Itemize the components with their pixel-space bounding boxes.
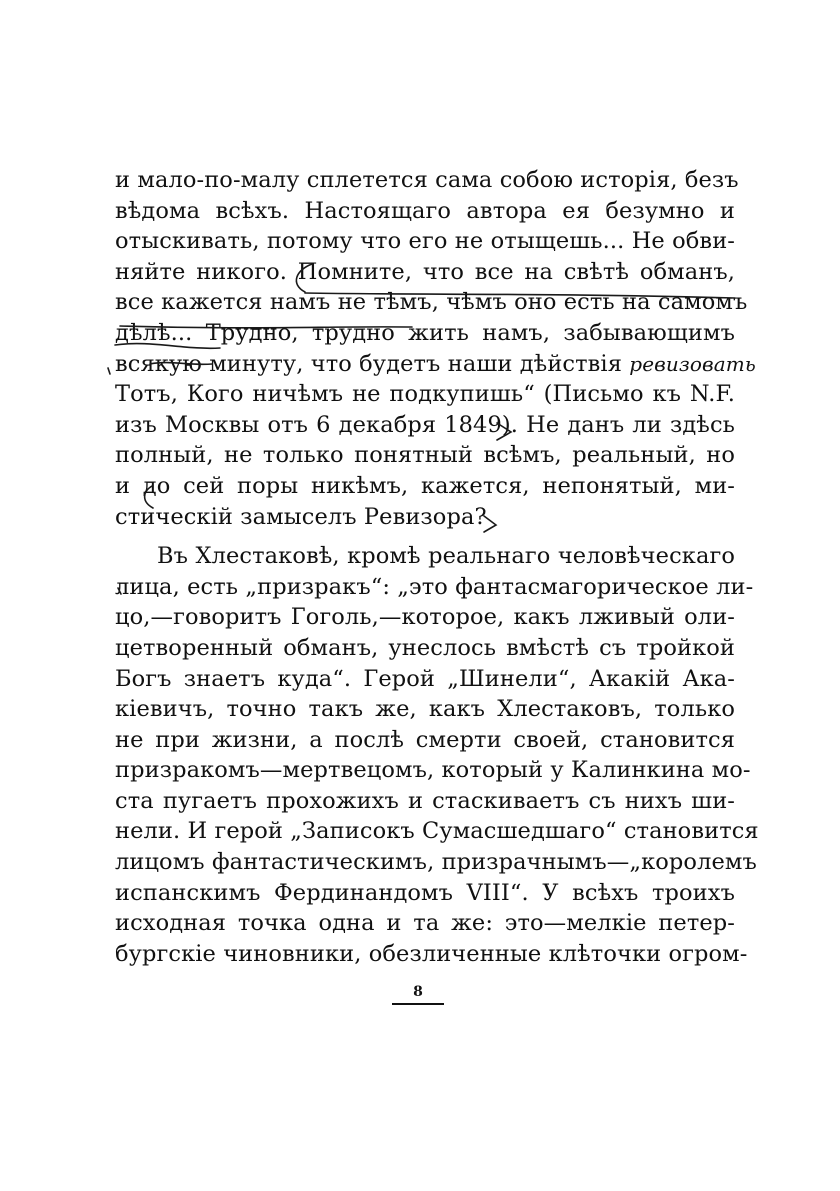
text-line: призракомъ—мертвецомъ, который у Калинкина мо-	[115, 757, 751, 784]
text-line: цо,—говоритъ Гоголь,—которое, какъ лживый оли-	[115, 604, 735, 631]
text-line: изъ Москвы отъ 6 декабря 1849). Не данъ ли здѣсь	[115, 411, 735, 438]
text-line: все кажется намъ не тѣмъ, чѣмъ оно есть на самомъ	[115, 289, 748, 316]
text-line: ста пугаетъ прохожихъ и стаскиваетъ съ нихъ ши-	[115, 787, 735, 814]
text-line: вѣдома всѣхъ. Настоящаго автора ея безумно и	[115, 197, 735, 224]
tick-mark	[108, 368, 110, 374]
text-line: Тотъ, Кого ничѣмъ не подкупишь“ (Письмо къ N.F.	[115, 381, 735, 408]
text-line: отыскивать, потому что его не отыщешь... Не обви-	[115, 228, 735, 255]
text-line: бургскіе чиновники, обезличенные клѣточки огром-	[115, 940, 748, 967]
text-line: кіевичъ, точно такъ же, какъ Хлестаковъ, только	[115, 696, 735, 723]
page-number: 8	[413, 984, 423, 1000]
text-line: лицомъ фантастическимъ, призрачнымъ—„королемъ	[115, 849, 757, 876]
page-number-rule	[392, 1003, 444, 1005]
paragraph-gap	[115, 532, 735, 541]
text-line-with-italic	[115, 349, 756, 380]
text-line: дѣлѣ... Трудно, трудно жить намъ, забывающимъ	[115, 319, 735, 346]
text-line: Богъ знаетъ куда“. Герой „Шинели“, Акакій Ака-	[115, 665, 735, 692]
text-line: не при жизни, а послѣ смерти своей, становится	[115, 726, 735, 753]
text-line: нели. И герой „Записокъ Сумасшедшаго“ становится	[115, 818, 759, 845]
text-line: исходная точка одна и та же: это—мелкіе петер-	[115, 910, 735, 937]
text-line-main: всякую минуту, что будетъ наши дѣйствія	[115, 350, 623, 377]
body-text	[115, 165, 759, 969]
text-line: цетворенный обманъ, унеслось вмѣстѣ съ тройкой	[115, 634, 735, 661]
text-line: лица, есть „призракъ“: „это фантасмагорическое ли-	[115, 573, 754, 600]
text-line: и мало-по-малу сплетется сама собою исторія, безъ	[115, 167, 739, 193]
italic-word: ревизовать	[629, 351, 756, 376]
text-line: испанскимъ Фердинандомъ VIII“. У всѣхъ троихъ	[115, 879, 735, 906]
text-line: няйте никого. Помните, что все на свѣтѣ обманъ,	[115, 258, 735, 285]
text-line: и до сей поры никѣмъ, кажется, непонятый, ми-	[115, 472, 735, 499]
text-line: стическій замыселъ Ревизора?	[115, 503, 487, 530]
text-line: полный, не только понятный всѣмъ, реальный, но	[115, 442, 735, 469]
text-line: Въ Хлестаковѣ, кромѣ реальнаго человѣческаго	[157, 543, 735, 570]
